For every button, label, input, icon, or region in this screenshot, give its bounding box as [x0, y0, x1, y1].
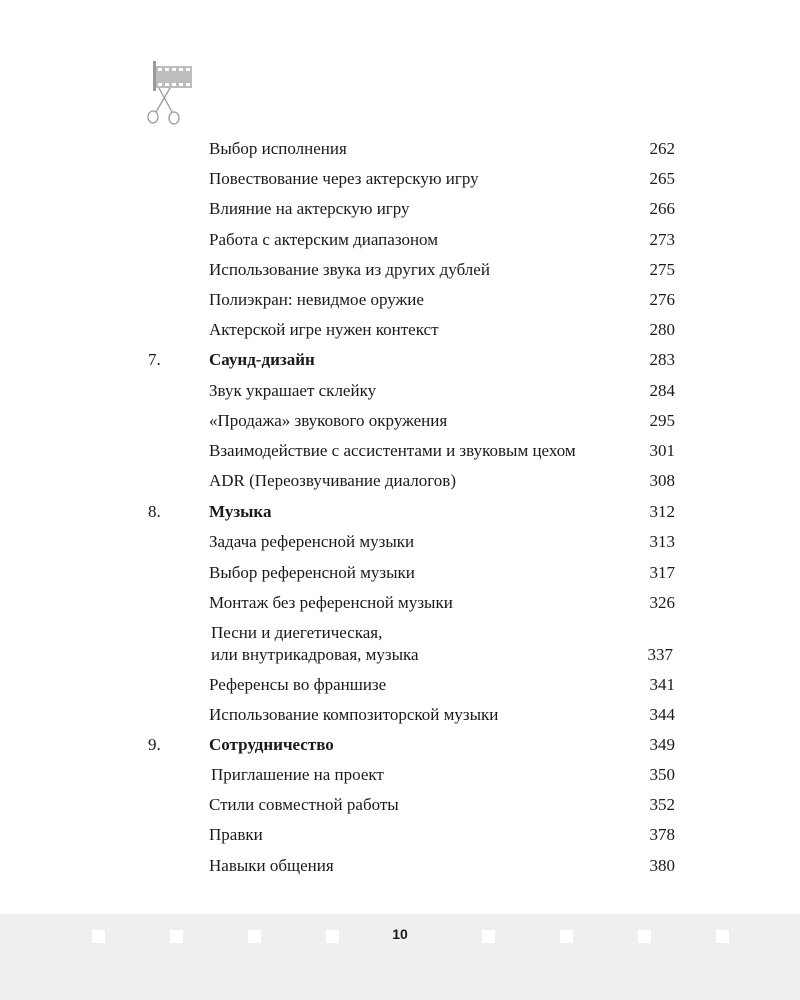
- chapter-number: 7.: [148, 350, 161, 369]
- toc-entry[interactable]: [0, 168, 800, 194]
- entry-title: Выбор исполнения: [209, 139, 347, 158]
- entry-title-line-1: Песни и диегетическая,: [211, 623, 383, 642]
- entry-page: 344: [649, 705, 675, 724]
- toc-entry[interactable]: [0, 855, 800, 881]
- entry-title: Выбор референсной музыки: [209, 563, 415, 582]
- entry-page: 326: [649, 593, 675, 612]
- chapter-number: 8.: [148, 502, 161, 521]
- entry-title: Влияние на актерскую игру: [209, 199, 410, 218]
- entry-title: Использование звука из других дублей: [209, 260, 490, 279]
- entry-title: Задача референсной музыки: [209, 532, 415, 551]
- toc-entry[interactable]: [0, 259, 800, 285]
- chapter-title: Музыка: [209, 502, 272, 521]
- chapter-number: 9.: [148, 735, 161, 754]
- toc-entry[interactable]: [0, 319, 800, 345]
- toc-entry[interactable]: [0, 562, 800, 588]
- entry-title: Референсы во франшизе: [209, 675, 387, 694]
- entry-page: 301: [649, 441, 675, 460]
- entry-page: 313: [649, 532, 675, 551]
- toc-entry[interactable]: [0, 138, 800, 164]
- entry-title: Полиэкран: невидмое оружие: [209, 290, 424, 309]
- entry-page: 350: [649, 765, 675, 784]
- entry-title: Навыки общения: [209, 856, 334, 875]
- entry-page: 266: [649, 199, 675, 218]
- entry-page: 349: [649, 735, 675, 754]
- toc-chapter[interactable]: [0, 349, 800, 375]
- entry-page: 317: [649, 563, 675, 582]
- toc-entry[interactable]: [0, 764, 800, 790]
- entry-page: 284: [649, 381, 675, 400]
- entry-title: Стили совместной работы: [209, 795, 399, 814]
- entry-title: Монтаж без референсной музыки: [209, 593, 453, 612]
- entry-page: 308: [649, 471, 675, 490]
- entry-page: 275: [649, 260, 675, 279]
- toc-entry[interactable]: [0, 531, 800, 557]
- entry-page: 378: [649, 825, 675, 844]
- chapter-title: Саунд-дизайн: [209, 350, 315, 369]
- toc-entry[interactable]: [0, 592, 800, 618]
- toc-entry[interactable]: [0, 824, 800, 850]
- toc-entry[interactable]: [0, 380, 800, 406]
- entry-page: 341: [649, 675, 675, 694]
- toc-entry[interactable]: [0, 622, 800, 670]
- entry-page: 273: [649, 230, 675, 249]
- entry-page: 283: [649, 350, 675, 369]
- toc-entry[interactable]: [0, 470, 800, 496]
- entry-page: 265: [649, 169, 675, 188]
- entry-title: Приглашение на проект: [211, 765, 384, 784]
- toc-entry[interactable]: [0, 289, 800, 315]
- entry-title: Работа с актерским диапазоном: [209, 230, 438, 249]
- entry-page: 337: [647, 645, 673, 664]
- entry-page: 280: [649, 320, 675, 339]
- toc-chapter[interactable]: [0, 734, 800, 760]
- entry-title: Повествование через актерскую игру: [209, 169, 479, 188]
- entry-page: 380: [649, 856, 675, 875]
- entry-page: 262: [649, 139, 675, 158]
- toc-entry[interactable]: [0, 674, 800, 700]
- entry-page: 312: [649, 502, 675, 521]
- entry-title: Актерской игре нужен контекст: [209, 320, 439, 339]
- entry-page: 276: [649, 290, 675, 309]
- page-footer: [0, 914, 800, 1000]
- entry-title: «Продажа» звукового окружения: [209, 411, 448, 430]
- chapter-title: Сотрудничество: [209, 735, 334, 754]
- entry-title: [211, 622, 419, 666]
- page-number: 10: [392, 926, 408, 942]
- toc-entry[interactable]: [0, 794, 800, 820]
- film-scissors-icon: [144, 60, 198, 126]
- toc-entry[interactable]: [0, 229, 800, 255]
- entry-title: Взаимодействие с ассистентами и звуковым цехом: [209, 441, 576, 460]
- entry-title: ADR (Переозвучивание диалогов): [209, 471, 456, 490]
- entry-title: Правки: [209, 825, 263, 844]
- entry-page: 352: [649, 795, 675, 814]
- toc-entry[interactable]: [0, 704, 800, 730]
- toc-chapter[interactable]: [0, 501, 800, 527]
- toc-entry[interactable]: [0, 198, 800, 224]
- entry-title: Использование композиторской музыки: [209, 705, 499, 724]
- entry-title: Звук украшает склейку: [209, 381, 377, 400]
- entry-page: 295: [649, 411, 675, 430]
- toc-entry[interactable]: [0, 410, 800, 436]
- entry-title-line-2: или внутрикадровая, музыка: [211, 645, 419, 664]
- toc-entry[interactable]: [0, 440, 800, 466]
